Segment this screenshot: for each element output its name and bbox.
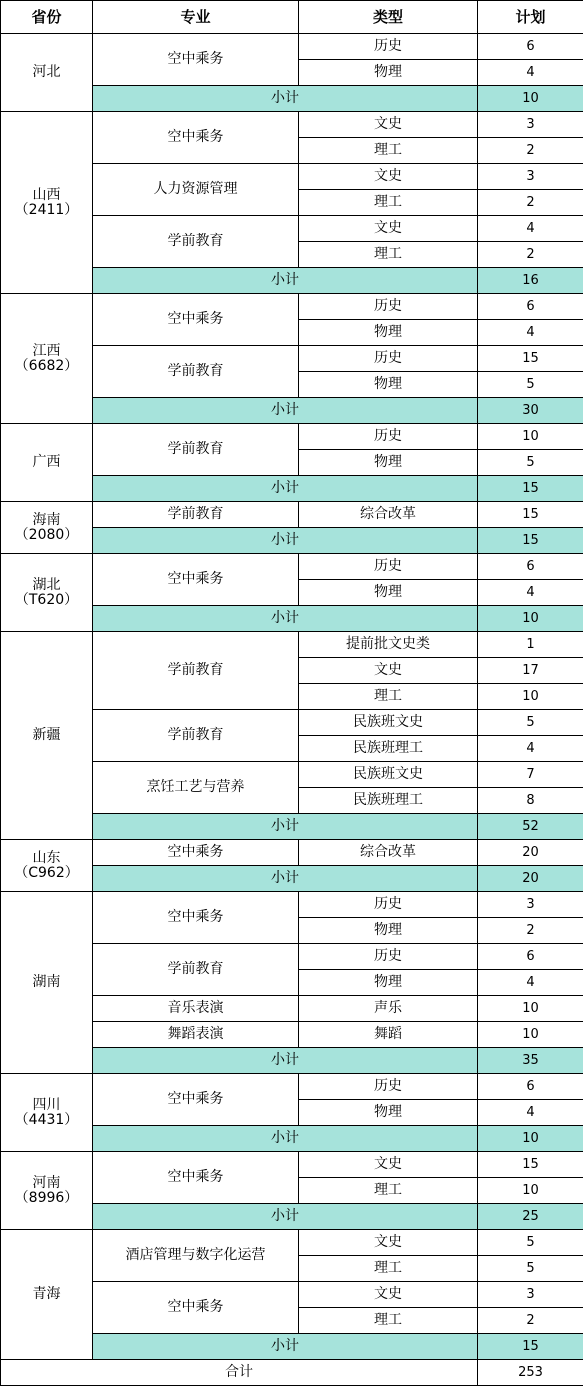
header-row — [1, 1, 583, 34]
plan-cell: 6 — [478, 554, 583, 580]
plan-cell: 10 — [478, 424, 583, 450]
type-cell: 理工 — [299, 684, 478, 710]
table-row — [1, 112, 583, 138]
major-cell: 空中乘务 — [93, 554, 299, 606]
province-name: 新疆 — [32, 727, 61, 743]
subtotal-value: 15 — [478, 1334, 583, 1360]
type-cell: 理工 — [299, 138, 478, 164]
major-cell: 酒店管理与数字化运营 — [93, 1230, 299, 1282]
subtotal-value: 30 — [478, 398, 583, 424]
major-cell: 空中乘务 — [93, 112, 299, 164]
subtotal-label: 小计 — [93, 528, 478, 554]
province-cell — [1, 1230, 93, 1360]
province-cell — [1, 502, 93, 554]
major-cell: 学前教育 — [93, 710, 299, 762]
type-cell: 文史 — [299, 1282, 478, 1308]
province-cell — [1, 34, 93, 112]
plan-cell: 10 — [478, 1178, 583, 1204]
province-name: 四川 — [32, 1096, 61, 1113]
plan-cell: 15 — [478, 346, 583, 372]
major-cell: 空中乘务 — [93, 1282, 299, 1334]
type-cell: 民族班文史 — [299, 762, 478, 788]
province-name: 青海 — [32, 1286, 61, 1302]
type-cell: 理工 — [299, 1178, 478, 1204]
plan-cell: 5 — [478, 1256, 583, 1282]
subtotal-label: 小计 — [93, 866, 478, 892]
header-province: 省份 — [1, 1, 93, 34]
type-cell: 综合改革 — [299, 502, 478, 528]
plan-cell: 15 — [478, 1152, 583, 1178]
plan-cell: 20 — [478, 840, 583, 866]
type-cell: 物理 — [299, 1100, 478, 1126]
type-cell: 综合改革 — [299, 840, 478, 866]
table-row — [1, 840, 583, 866]
plan-cell: 10 — [478, 1022, 583, 1048]
subtotal-value: 15 — [478, 476, 583, 502]
province-code: （2411） — [14, 201, 79, 218]
type-cell: 物理 — [299, 60, 478, 86]
subtotal-label: 小计 — [93, 268, 478, 294]
type-cell: 历史 — [299, 944, 478, 970]
province-cell — [1, 892, 93, 1074]
type-cell: 历史 — [299, 294, 478, 320]
plan-cell: 15 — [478, 502, 583, 528]
total-row — [1, 1360, 583, 1386]
type-cell: 文史 — [299, 1152, 478, 1178]
type-cell: 历史 — [299, 34, 478, 60]
province-cell — [1, 1152, 93, 1230]
plan-cell: 4 — [478, 320, 583, 346]
plan-cell: 10 — [478, 996, 583, 1022]
type-cell: 物理 — [299, 580, 478, 606]
subtotal-value: 10 — [478, 86, 583, 112]
type-cell: 历史 — [299, 1074, 478, 1100]
province-name: 湖北 — [32, 576, 61, 593]
subtotal-label: 小计 — [93, 398, 478, 424]
type-cell: 文史 — [299, 164, 478, 190]
major-cell: 烹饪工艺与营养 — [93, 762, 299, 814]
subtotal-label: 小计 — [93, 86, 478, 112]
type-cell: 提前批文史类 — [299, 632, 478, 658]
province-cell — [1, 112, 93, 294]
table-row — [1, 1230, 583, 1256]
major-cell: 学前教育 — [93, 346, 299, 398]
province-cell — [1, 554, 93, 632]
province-cell — [1, 424, 93, 502]
type-cell: 物理 — [299, 450, 478, 476]
subtotal-value: 25 — [478, 1204, 583, 1230]
province-name: 山西 — [32, 186, 61, 203]
plan-cell: 6 — [478, 944, 583, 970]
total-value: 253 — [478, 1360, 583, 1386]
plan-cell: 4 — [478, 1100, 583, 1126]
province-name: 江西 — [32, 342, 61, 359]
province-cell — [1, 294, 93, 424]
type-cell: 历史 — [299, 554, 478, 580]
table-row — [1, 424, 583, 450]
table-row — [1, 892, 583, 918]
type-cell: 理工 — [299, 1256, 478, 1282]
subtotal-label: 小计 — [93, 606, 478, 632]
table-row — [1, 1074, 583, 1100]
major-cell: 空中乘务 — [93, 294, 299, 346]
subtotal-label: 小计 — [93, 814, 478, 840]
table-row — [1, 34, 583, 60]
type-cell: 物理 — [299, 320, 478, 346]
plan-cell: 1 — [478, 632, 583, 658]
plan-cell: 4 — [478, 216, 583, 242]
type-cell: 文史 — [299, 112, 478, 138]
type-cell: 物理 — [299, 372, 478, 398]
subtotal-label: 小计 — [93, 1048, 478, 1074]
major-cell: 舞蹈表演 — [93, 1022, 299, 1048]
province-name: 河北 — [32, 64, 61, 80]
plan-cell: 2 — [478, 190, 583, 216]
total-label: 合计 — [1, 1360, 478, 1386]
plan-cell: 4 — [478, 736, 583, 762]
table-row — [1, 1152, 583, 1178]
plan-cell: 3 — [478, 892, 583, 918]
plan-cell: 3 — [478, 112, 583, 138]
province-cell — [1, 1074, 93, 1152]
plan-cell: 5 — [478, 450, 583, 476]
province-name: 湖南 — [32, 974, 61, 990]
subtotal-value: 35 — [478, 1048, 583, 1074]
subtotal-label: 小计 — [93, 476, 478, 502]
type-cell: 历史 — [299, 424, 478, 450]
type-cell: 理工 — [299, 1308, 478, 1334]
plan-cell: 7 — [478, 762, 583, 788]
type-cell: 文史 — [299, 658, 478, 684]
type-cell: 文史 — [299, 1230, 478, 1256]
province-code: （T620） — [14, 591, 79, 608]
plan-cell: 4 — [478, 580, 583, 606]
province-name: 河南 — [32, 1174, 61, 1191]
major-cell: 人力资源管理 — [93, 164, 299, 216]
subtotal-value: 10 — [478, 606, 583, 632]
subtotal-label: 小计 — [93, 1126, 478, 1152]
subtotal-value: 16 — [478, 268, 583, 294]
province-code: （8996） — [14, 1189, 79, 1206]
type-cell: 理工 — [299, 242, 478, 268]
major-cell: 空中乘务 — [93, 34, 299, 86]
plan-cell: 5 — [478, 372, 583, 398]
subtotal-value: 20 — [478, 866, 583, 892]
header-plan: 计划 — [478, 1, 583, 34]
plan-cell: 2 — [478, 918, 583, 944]
subtotal-label: 小计 — [93, 1334, 478, 1360]
province-cell — [1, 840, 93, 892]
type-cell: 历史 — [299, 892, 478, 918]
plan-cell: 3 — [478, 164, 583, 190]
plan-cell: 4 — [478, 970, 583, 996]
province-code: （4431） — [14, 1111, 79, 1128]
plan-cell: 4 — [478, 60, 583, 86]
plan-cell: 2 — [478, 138, 583, 164]
plan-cell: 5 — [478, 1230, 583, 1256]
province-code: （C962） — [14, 864, 79, 881]
plan-cell: 17 — [478, 658, 583, 684]
header-type: 类型 — [299, 1, 478, 34]
type-cell: 民族班文史 — [299, 710, 478, 736]
plan-cell: 5 — [478, 710, 583, 736]
province-cell — [1, 632, 93, 840]
table-row — [1, 632, 583, 658]
subtotal-value: 52 — [478, 814, 583, 840]
type-cell: 民族班理工 — [299, 736, 478, 762]
plan-cell: 10 — [478, 684, 583, 710]
province-code: （2080） — [14, 526, 79, 543]
type-cell: 物理 — [299, 970, 478, 996]
type-cell: 理工 — [299, 190, 478, 216]
major-cell: 学前教育 — [93, 424, 299, 476]
plan-cell: 3 — [478, 1282, 583, 1308]
plan-cell: 6 — [478, 294, 583, 320]
subtotal-value: 15 — [478, 528, 583, 554]
table-row — [1, 502, 583, 528]
plan-cell: 2 — [478, 242, 583, 268]
major-cell: 学前教育 — [93, 502, 299, 528]
plan-cell: 2 — [478, 1308, 583, 1334]
table-row — [1, 294, 583, 320]
province-name: 山东 — [32, 849, 61, 866]
table-row — [1, 554, 583, 580]
province-name: 广西 — [32, 454, 61, 470]
plan-cell: 8 — [478, 788, 583, 814]
type-cell: 舞蹈 — [299, 1022, 478, 1048]
subtotal-value: 10 — [478, 1126, 583, 1152]
major-cell: 学前教育 — [93, 216, 299, 268]
major-cell: 学前教育 — [93, 632, 299, 710]
plan-cell: 6 — [478, 1074, 583, 1100]
major-cell: 学前教育 — [93, 944, 299, 996]
header-major: 专业 — [93, 1, 299, 34]
major-cell: 音乐表演 — [93, 996, 299, 1022]
type-cell: 文史 — [299, 216, 478, 242]
major-cell: 空中乘务 — [93, 1074, 299, 1126]
table-body — [1, 34, 583, 1360]
province-name: 海南 — [32, 511, 61, 528]
major-cell: 空中乘务 — [93, 840, 299, 866]
type-cell: 民族班理工 — [299, 788, 478, 814]
major-cell: 空中乘务 — [93, 892, 299, 944]
plan-cell: 6 — [478, 34, 583, 60]
subtotal-label: 小计 — [93, 1204, 478, 1230]
province-code: （6682） — [14, 357, 79, 374]
major-cell: 空中乘务 — [93, 1152, 299, 1204]
type-cell: 历史 — [299, 346, 478, 372]
type-cell: 声乐 — [299, 996, 478, 1022]
type-cell: 物理 — [299, 918, 478, 944]
